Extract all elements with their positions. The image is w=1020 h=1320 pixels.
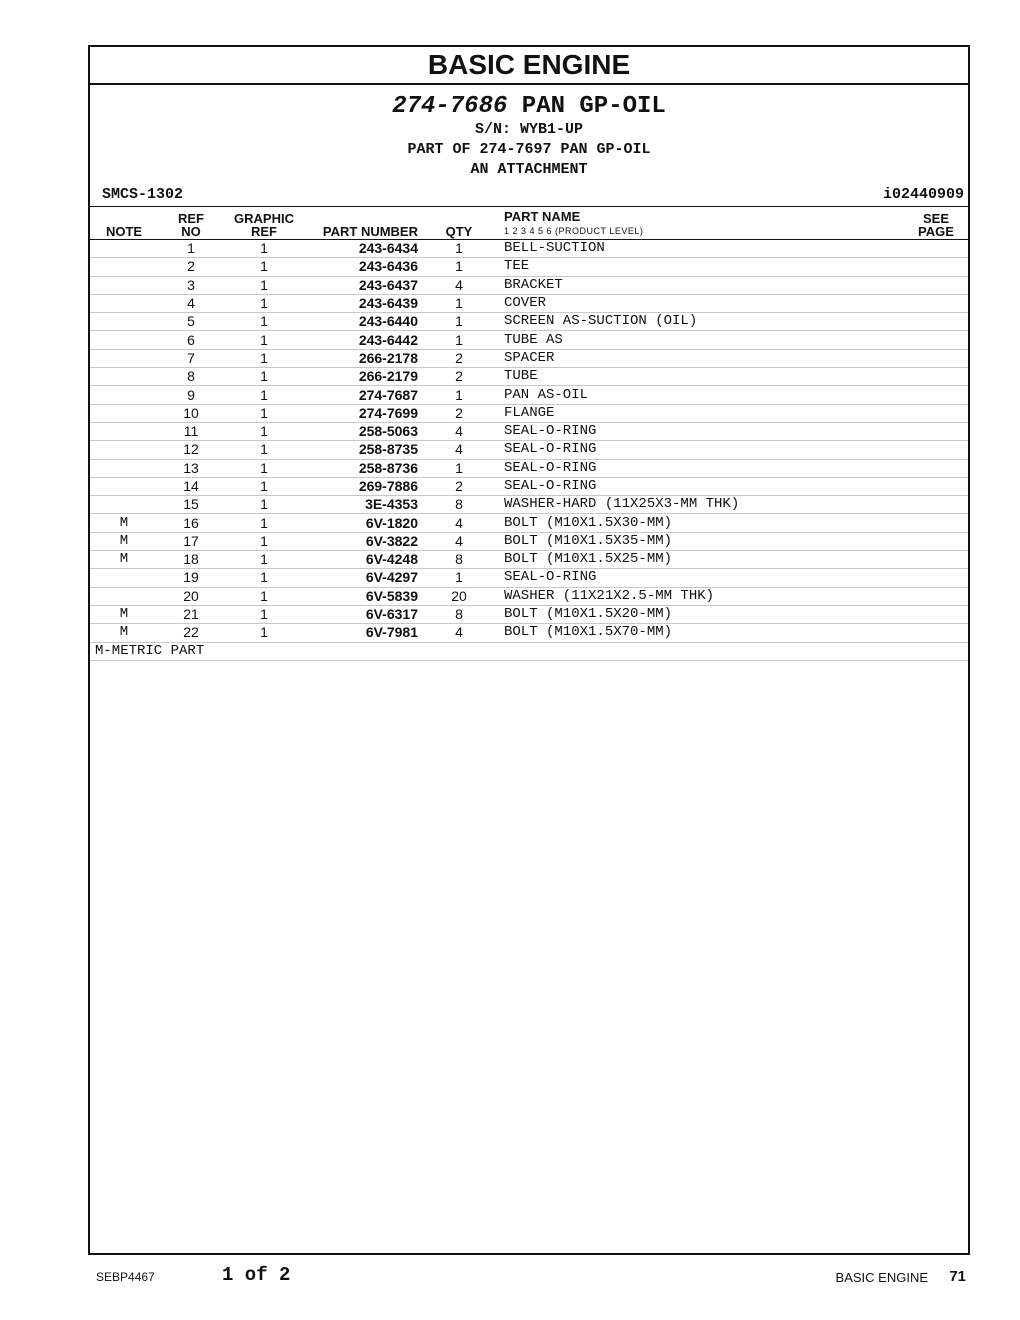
graphic-ref-cell: 1	[224, 258, 304, 276]
table-row	[90, 587, 968, 605]
part-number-cell: 6V-3822	[304, 532, 420, 550]
ref-no-cell: 9	[158, 386, 224, 404]
note-cell	[90, 294, 158, 312]
graphic-ref-cell: 1	[224, 368, 304, 386]
see-page-cell	[904, 569, 968, 587]
part-number-cell: 6V-6317	[304, 605, 420, 623]
part-of: PART OF 274-7697 PAN GP-OIL	[407, 141, 651, 158]
document-id: SEBP4467	[96, 1270, 155, 1284]
part-number-cell: 274-7699	[304, 404, 420, 422]
qty-cell: 1	[420, 331, 498, 349]
attachment-label: AN ATTACHMENT	[470, 161, 588, 178]
table-row	[90, 551, 968, 569]
ref-no-cell: 19	[158, 569, 224, 587]
qty-cell: 4	[420, 441, 498, 459]
part-name-cell: TUBE AS	[498, 331, 904, 349]
part-name-cell: BOLT (M10X1.5X25-MM)	[498, 551, 904, 569]
part-number-cell: 258-8736	[304, 459, 420, 477]
ref-no-cell: 2	[158, 258, 224, 276]
see-page-cell	[904, 587, 968, 605]
table-row	[90, 477, 968, 495]
see-page-cell	[904, 258, 968, 276]
part-number-cell: 243-6440	[304, 313, 420, 331]
note-cell	[90, 386, 158, 404]
qty-cell: 8	[420, 496, 498, 514]
serial-number: S/N: WYB1-UP	[474, 121, 584, 138]
part-name-cell: BOLT (M10X1.5X70-MM)	[498, 624, 904, 642]
graphic-ref-cell: 1	[224, 624, 304, 642]
qty-cell: 1	[420, 294, 498, 312]
graphic-ref-cell: 1	[224, 514, 304, 532]
see-page-cell	[904, 386, 968, 404]
ref-no-cell: 21	[158, 605, 224, 623]
part-name-cell: SEAL-O-RING	[498, 459, 904, 477]
ref-no-cell: 11	[158, 422, 224, 440]
note-cell	[90, 404, 158, 422]
part-number-cell: 3E-4353	[304, 496, 420, 514]
part-number-cell: 6V-5839	[304, 587, 420, 605]
part-name-cell: BRACKET	[498, 276, 904, 294]
table-row	[90, 368, 968, 386]
page-frame	[88, 45, 970, 1255]
see-page-cell	[904, 331, 968, 349]
qty-cell: 2	[420, 368, 498, 386]
group-header	[90, 94, 968, 180]
part-number-cell: 243-6434	[304, 240, 420, 258]
ref-no-cell: 6	[158, 331, 224, 349]
part-name-cell: SEAL-O-RING	[498, 441, 904, 459]
part-number-cell: 258-5063	[304, 422, 420, 440]
parts-table-body	[90, 240, 968, 661]
qty-cell: 1	[420, 258, 498, 276]
footnote-row	[90, 642, 968, 660]
part-name-cell: TUBE	[498, 368, 904, 386]
table-row	[90, 441, 968, 459]
qty-cell: 2	[420, 349, 498, 367]
ref-no-cell: 8	[158, 368, 224, 386]
note-cell	[90, 587, 158, 605]
see-page-cell	[904, 441, 968, 459]
ref-no-cell: 10	[158, 404, 224, 422]
graphic-ref-cell: 1	[224, 477, 304, 495]
qty-cell: 4	[420, 624, 498, 642]
part-number-cell: 6V-1820	[304, 514, 420, 532]
qty-cell: 4	[420, 276, 498, 294]
table-row	[90, 313, 968, 331]
col-part-number: PART NUMBER	[304, 207, 420, 240]
ref-no-cell: 5	[158, 313, 224, 331]
note-cell	[90, 496, 158, 514]
see-page-cell	[904, 496, 968, 514]
note-cell	[90, 240, 158, 258]
part-name-cell: COVER	[498, 294, 904, 312]
ref-no-cell: 12	[158, 441, 224, 459]
col-note: NOTE	[90, 207, 158, 240]
part-name-cell: PAN AS-OIL	[498, 386, 904, 404]
illustration-id: i02440909	[882, 186, 964, 203]
see-page-cell	[904, 404, 968, 422]
sheet-indicator: 1 of 2	[222, 1264, 291, 1286]
qty-cell: 2	[420, 404, 498, 422]
graphic-ref-cell: 1	[224, 496, 304, 514]
ref-no-cell: 18	[158, 551, 224, 569]
metric-footnote: M-METRIC PART	[90, 642, 968, 660]
part-number-cell: 258-8735	[304, 441, 420, 459]
part-name-cell: BOLT (M10X1.5X30-MM)	[498, 514, 904, 532]
col-graphic-ref: GRAPHIC REF	[224, 207, 304, 240]
part-name-cell: SEAL-O-RING	[498, 422, 904, 440]
table-row	[90, 459, 968, 477]
see-page-cell	[904, 294, 968, 312]
note-cell: M	[90, 551, 158, 569]
note-cell	[90, 349, 158, 367]
qty-cell: 2	[420, 477, 498, 495]
part-number-cell: 243-6442	[304, 331, 420, 349]
table-row	[90, 404, 968, 422]
qty-cell: 4	[420, 422, 498, 440]
col-qty: QTY	[420, 207, 498, 240]
graphic-ref-cell: 1	[224, 349, 304, 367]
see-page-cell	[904, 368, 968, 386]
page-number: 71	[949, 1268, 966, 1285]
graphic-ref-cell: 1	[224, 386, 304, 404]
col-ref-no: REF NO	[158, 207, 224, 240]
table-row	[90, 624, 968, 642]
graphic-ref-cell: 1	[224, 276, 304, 294]
table-row	[90, 349, 968, 367]
part-name-cell: SEAL-O-RING	[498, 569, 904, 587]
qty-cell: 20	[420, 587, 498, 605]
part-number-cell: 243-6437	[304, 276, 420, 294]
group-part-number: 274-7686	[392, 93, 508, 120]
note-cell: M	[90, 605, 158, 623]
part-number-cell: 243-6439	[304, 294, 420, 312]
see-page-cell	[904, 422, 968, 440]
table-row	[90, 386, 968, 404]
table-row	[90, 276, 968, 294]
part-number-cell: 243-6436	[304, 258, 420, 276]
table-row	[90, 331, 968, 349]
see-page-cell	[904, 477, 968, 495]
qty-cell: 1	[420, 313, 498, 331]
qty-cell: 1	[420, 569, 498, 587]
note-cell: M	[90, 514, 158, 532]
graphic-ref-cell: 1	[224, 404, 304, 422]
parts-table	[90, 207, 968, 661]
note-cell	[90, 459, 158, 477]
note-cell	[90, 258, 158, 276]
graphic-ref-cell: 1	[224, 240, 304, 258]
part-number-cell: 6V-4248	[304, 551, 420, 569]
see-page-cell	[904, 276, 968, 294]
table-row	[90, 258, 968, 276]
note-cell	[90, 422, 158, 440]
part-name-cell: WASHER-HARD (11X25X3-MM THK)	[498, 496, 904, 514]
ref-no-cell: 17	[158, 532, 224, 550]
ref-no-cell: 7	[158, 349, 224, 367]
table-row	[90, 294, 968, 312]
ref-no-cell: 4	[158, 294, 224, 312]
part-name-cell: BELL-SUCTION	[498, 240, 904, 258]
smcs-code: SMCS-1302	[102, 186, 184, 203]
graphic-ref-cell: 1	[224, 422, 304, 440]
table-row	[90, 496, 968, 514]
col-part-name: PART NAME 1 2 3 4 5 6 (PRODUCT LEVEL)	[498, 207, 904, 240]
note-cell	[90, 368, 158, 386]
section-title: BASIC ENGINE	[90, 47, 968, 85]
part-number-cell: 274-7687	[304, 386, 420, 404]
see-page-cell	[904, 514, 968, 532]
note-cell	[90, 477, 158, 495]
table-row	[90, 605, 968, 623]
graphic-ref-cell: 1	[224, 587, 304, 605]
ref-no-cell: 15	[158, 496, 224, 514]
qty-cell: 1	[420, 459, 498, 477]
part-name-cell: FLANGE	[498, 404, 904, 422]
part-name-cell: TEE	[498, 258, 904, 276]
note-cell	[90, 313, 158, 331]
ref-no-cell: 22	[158, 624, 224, 642]
part-number-cell: 269-7886	[304, 477, 420, 495]
see-page-cell	[904, 532, 968, 550]
part-number-cell: 6V-4297	[304, 569, 420, 587]
part-name-cell: BOLT (M10X1.5X20-MM)	[498, 605, 904, 623]
note-cell	[90, 331, 158, 349]
part-name-cell: WASHER (11X21X2.5-MM THK)	[498, 587, 904, 605]
graphic-ref-cell: 1	[224, 605, 304, 623]
part-number-cell: 6V-7981	[304, 624, 420, 642]
graphic-ref-cell: 1	[224, 441, 304, 459]
graphic-ref-cell: 1	[224, 313, 304, 331]
qty-cell: 8	[420, 551, 498, 569]
part-name-cell: SPACER	[498, 349, 904, 367]
note-cell: M	[90, 532, 158, 550]
see-page-cell	[904, 459, 968, 477]
see-page-cell	[904, 313, 968, 331]
note-cell	[90, 441, 158, 459]
table-row	[90, 532, 968, 550]
group-name: PAN GP-OIL	[521, 93, 666, 120]
table-row	[90, 422, 968, 440]
qty-cell: 4	[420, 514, 498, 532]
page-footer	[96, 1264, 968, 1288]
col-see-page: SEE PAGE	[904, 207, 968, 240]
see-page-cell	[904, 624, 968, 642]
qty-cell: 1	[420, 386, 498, 404]
see-page-cell	[904, 240, 968, 258]
group-title	[90, 94, 968, 120]
qty-cell: 4	[420, 532, 498, 550]
note-cell	[90, 276, 158, 294]
see-page-cell	[904, 605, 968, 623]
graphic-ref-cell: 1	[224, 532, 304, 550]
table-row	[90, 514, 968, 532]
qty-cell: 1	[420, 240, 498, 258]
ref-no-cell: 3	[158, 276, 224, 294]
see-page-cell	[904, 349, 968, 367]
graphic-ref-cell: 1	[224, 459, 304, 477]
note-cell	[90, 569, 158, 587]
graphic-ref-cell: 1	[224, 569, 304, 587]
graphic-ref-cell: 1	[224, 551, 304, 569]
smcs-row	[90, 184, 968, 207]
note-cell: M	[90, 624, 158, 642]
graphic-ref-cell: 1	[224, 331, 304, 349]
part-number-cell: 266-2178	[304, 349, 420, 367]
part-number-cell: 266-2179	[304, 368, 420, 386]
table-header-row	[90, 207, 968, 240]
footer-section: BASIC ENGINE	[835, 1270, 928, 1285]
ref-no-cell: 13	[158, 459, 224, 477]
ref-no-cell: 1	[158, 240, 224, 258]
part-name-cell: SCREEN AS-SUCTION (OIL)	[498, 313, 904, 331]
ref-no-cell: 14	[158, 477, 224, 495]
product-levels: 1 2 3 4 5 6 (PRODUCT LEVEL)	[504, 226, 644, 236]
part-name-cell: BOLT (M10X1.5X35-MM)	[498, 532, 904, 550]
part-name-cell: SEAL-O-RING	[498, 477, 904, 495]
table-row	[90, 240, 968, 258]
qty-cell: 8	[420, 605, 498, 623]
graphic-ref-cell: 1	[224, 294, 304, 312]
ref-no-cell: 16	[158, 514, 224, 532]
see-page-cell	[904, 551, 968, 569]
ref-no-cell: 20	[158, 587, 224, 605]
table-row	[90, 569, 968, 587]
